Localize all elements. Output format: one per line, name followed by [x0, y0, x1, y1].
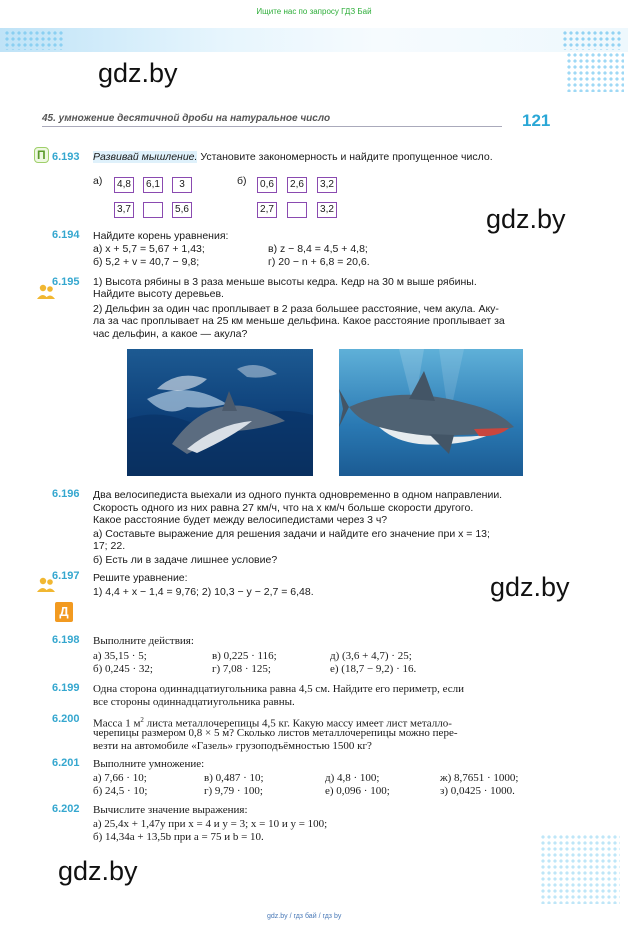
item-v: в) 0,225 · 116;: [212, 650, 277, 662]
problem-text: Найдите корень уравнения:: [93, 230, 229, 242]
watermark: gdz.by: [486, 204, 566, 234]
watermark: gdz.by: [98, 58, 178, 88]
footer-separator: /: [318, 913, 321, 920]
equation-a: а) x + 5,7 = 5,67 + 1,43;: [93, 243, 205, 255]
top-banner: [0, 0, 628, 28]
item-a: а) 35,15 · 5;: [93, 650, 147, 662]
problem-number: 6.198: [52, 634, 80, 646]
problem-number: 6.196: [52, 488, 80, 500]
problem-line: б) Есть ли в задаче лишнее условие?: [93, 554, 278, 566]
problem-text: [93, 151, 493, 164]
number-cell: 6,1: [143, 177, 163, 193]
number-cell: 0,6: [257, 177, 277, 193]
problem-body: Установите закономерность и найдите пропущенное число.: [200, 151, 493, 163]
problem-line: все стороны одиннадцатиугольника равны.: [93, 696, 295, 708]
difficulty-badge: П: [34, 147, 49, 163]
item-d: д) 4,8 · 100;: [325, 772, 380, 784]
problem-line: ла за час проплывает на 25 км меньше дельфина. Какое расстояние проплывает за: [93, 315, 505, 327]
equation-b: б) 5,2 + v = 40,7 − 9,8;: [93, 256, 200, 268]
problem-text: Вычислите значение выражения:: [93, 804, 248, 816]
item-g: г) 9,79 · 100;: [204, 785, 263, 797]
problem-text: Выполните действия:: [93, 635, 194, 647]
watermark: gdz.by: [490, 572, 570, 602]
number-cell: 3,2: [317, 202, 337, 218]
problem-line: а) Составьте выражение для решения задачи и найдите его значение при x = 13;: [93, 528, 490, 540]
problem-line: 1) Высота рябины в 3 раза меньше высоты кедра. Кедр на 30 м выше рябины.: [93, 276, 477, 288]
number-cell: 5,6: [172, 202, 192, 218]
item-e: е) (18,7 − 9,2) · 16.: [330, 663, 417, 675]
problem-line: б) 14,34a + 13,5b при a = 75 и b = 10.: [93, 831, 264, 843]
top-search-link[interactable]: Ищите нас по запросу ГДЗ Бай: [256, 7, 372, 16]
item-b: б) 24,5 · 10;: [93, 785, 148, 797]
footer-separator: /: [289, 913, 292, 920]
problem-number: 6.199: [52, 682, 80, 694]
number-cell: 3: [172, 177, 192, 193]
number-cell: 3,7: [114, 202, 134, 218]
problem-line: Скорость одного из них равна 27 км/ч, что на x км/ч больше скорости другого.: [93, 502, 474, 514]
footer-link[interactable]: gdz.by: [267, 913, 288, 920]
problem-line: везти на автомобиле «Газель» грузоподъёмностью 1500 кг?: [93, 740, 372, 752]
text-fragment: листа металлочерепицы 4,5 кг. Какую массу имеет лист металло-: [143, 717, 452, 730]
watermark: gdz.by: [58, 856, 138, 886]
problem-line: а) 25,4x + 1,47y при x = 4 и y = 3; x = 10 и y = 100;: [93, 818, 328, 830]
equation-v: в) z − 8,4 = 4,5 + 4,8;: [268, 243, 368, 255]
problem-line: час дельфин, а какое — акула?: [93, 328, 248, 340]
problem-text: Решите уравнение:: [93, 572, 188, 584]
item-v: в) 0,487 · 10;: [204, 772, 264, 784]
equation-g: г) 20 − n + 6,8 = 20,6.: [268, 256, 370, 268]
dolphin-photo: [127, 349, 313, 476]
superscript: 2: [140, 716, 144, 724]
text-fragment: Масса 1 м: [93, 717, 141, 730]
problem-number: 6.195: [52, 276, 80, 288]
dot-pattern: [540, 834, 620, 904]
number-cell: 2,7: [257, 202, 277, 218]
item-a: а) 7,66 · 10;: [93, 772, 147, 784]
item-d: д) (3,6 + 4,7) · 25;: [330, 650, 412, 662]
problem-number: 6.201: [52, 757, 80, 769]
item-b: б) 0,245 · 32;: [93, 663, 153, 675]
number-cell: 3,2: [317, 177, 337, 193]
page-number: 121: [522, 111, 551, 130]
problem-line: Одна сторона одиннадцатиугольника равна 4,5 см. Найдите его периметр, если: [93, 683, 465, 695]
item-z: з) 0,0425 · 1000.: [440, 785, 515, 797]
number-cell: 2,6: [287, 177, 307, 193]
problem-line: 2) Дельфин за один час проплывает в 2 раза большее расстояние, чем акула. Аку-: [93, 303, 499, 315]
homework-badge: Д: [55, 602, 73, 622]
problem-number: 6.193: [52, 151, 80, 163]
problem-line: Какое расстояние будет между велосипедистами через 3 ч?: [93, 514, 388, 526]
number-cell: 4,8: [114, 177, 134, 193]
item-zh: ж) 8,7651 · 1000;: [440, 772, 519, 784]
footer-link[interactable]: гдз бай: [293, 913, 317, 920]
section-title: 45. умножение десятичной дроби на натуральное число: [42, 113, 331, 124]
item-e: е) 0,096 · 100;: [325, 785, 390, 797]
option-label: б): [237, 175, 247, 187]
problem-number: 6.202: [52, 803, 80, 815]
missing-number-cell: [143, 202, 163, 218]
problem-line: Два велосипедиста выехали из одного пункта одновременно в одном направлении.: [93, 489, 503, 501]
problem-number: 6.200: [52, 713, 80, 725]
dot-pattern: [562, 30, 622, 50]
problem-number: 6.197: [52, 570, 80, 582]
problem-text: Выполните умножение:: [93, 758, 205, 770]
shark-photo: [339, 349, 523, 476]
footer-link[interactable]: гдз by: [322, 913, 342, 920]
page-top-strip: [0, 28, 628, 52]
footer-links: [267, 913, 341, 920]
option-label: а): [93, 175, 103, 187]
problem-number: 6.194: [52, 229, 80, 241]
problem-line: Найдите высоту деревьев.: [93, 288, 224, 300]
dot-pattern: [566, 52, 624, 92]
missing-number-cell: [287, 202, 307, 218]
problem-line: 17; 22.: [93, 540, 126, 552]
problem-line: 1) 4,4 + x − 1,4 = 9,76; 2) 10,3 − y − 2,7 = 6,48.: [93, 586, 314, 598]
problem-lead: Развивай мышление.: [93, 151, 198, 163]
problem-line: черепицы размером 0,8 × 5 м? Сколько листов металлочерепицы можно пере-: [93, 727, 458, 739]
dot-pattern: [4, 30, 64, 50]
header-rule: [42, 126, 502, 127]
item-g: г) 7,08 · 125;: [212, 663, 271, 675]
